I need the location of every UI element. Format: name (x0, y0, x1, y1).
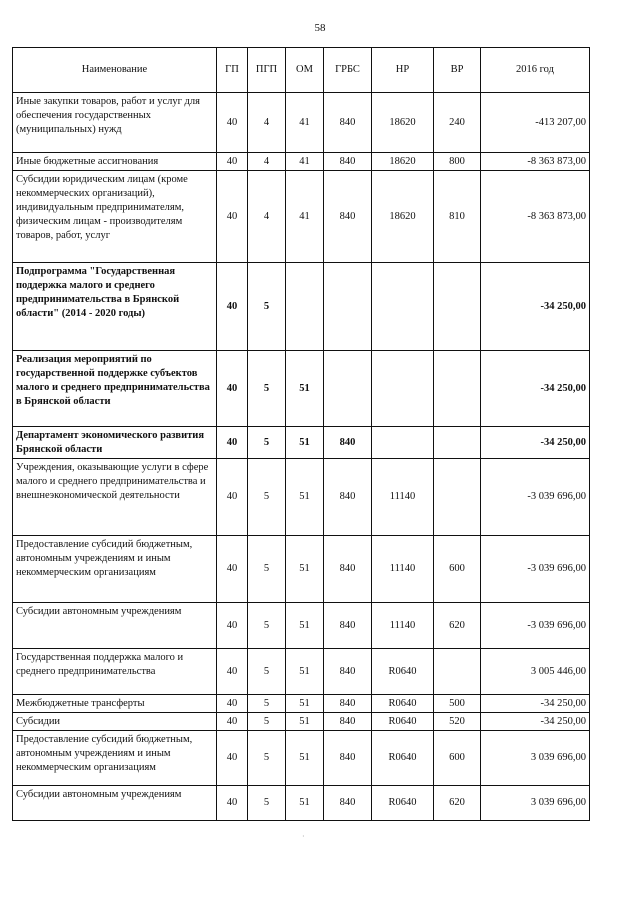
row-amount: -34 250,00 (481, 263, 590, 351)
row-vr: 810 (434, 171, 481, 263)
table-row (13, 713, 590, 731)
table-header-row (13, 48, 590, 93)
row-grbs: 840 (324, 649, 372, 695)
row-np (372, 427, 434, 459)
row-ppgp: 5 (248, 427, 286, 459)
row-np: R0640 (372, 786, 434, 821)
row-np (372, 263, 434, 351)
row-gp: 40 (217, 786, 248, 821)
row-name: Иные закупки товаров, работ и услуг для обеспечения государственных (муниципальных) нужд (13, 93, 217, 153)
table-row (13, 171, 590, 263)
row-grbs: 840 (324, 713, 372, 731)
table-row (13, 786, 590, 821)
header-om: ОМ (286, 48, 324, 93)
row-name: Субсидии автономным учреждениям (13, 786, 217, 821)
row-om: 51 (286, 427, 324, 459)
header-year: 2016 год (481, 48, 590, 93)
table-row (13, 263, 590, 351)
row-amount: 3 039 696,00 (481, 731, 590, 786)
row-gp: 40 (217, 153, 248, 171)
row-gp: 40 (217, 93, 248, 153)
row-om: 51 (286, 603, 324, 649)
row-name: Предоставление субсидий бюджетным, автономным учреждениям и иным некоммерческим организациям (13, 536, 217, 603)
table-row (13, 427, 590, 459)
row-np: 11140 (372, 536, 434, 603)
row-name: Реализация мероприятий по государственной поддержке субъектов малого и среднего предпринимательства в Брянской области (13, 351, 217, 427)
row-vr (434, 649, 481, 695)
row-ppgp: 5 (248, 695, 286, 713)
row-gp: 40 (217, 263, 248, 351)
row-gp: 40 (217, 603, 248, 649)
row-amount: -413 207,00 (481, 93, 590, 153)
table-row (13, 459, 590, 536)
row-gp: 40 (217, 171, 248, 263)
row-gp: 40 (217, 351, 248, 427)
row-ppgp: 5 (248, 603, 286, 649)
table-row (13, 93, 590, 153)
row-ppgp: 4 (248, 171, 286, 263)
row-ppgp: 5 (248, 536, 286, 603)
row-name: Межбюджетные трансферты (13, 695, 217, 713)
row-grbs: 840 (324, 603, 372, 649)
page-number: 58 (314, 22, 326, 34)
row-name: Предоставление субсидий бюджетным, автономным учреждениям и иным некоммерческим организациям (13, 731, 217, 786)
row-name: Учреждения, оказывающие услуги в сфере малого и среднего предпринимательства и внешнеэкономической деятельности (13, 459, 217, 536)
row-amount: -3 039 696,00 (481, 603, 590, 649)
row-np: 18620 (372, 93, 434, 153)
row-np: R0640 (372, 695, 434, 713)
row-om: 51 (286, 731, 324, 786)
row-amount: -3 039 696,00 (481, 459, 590, 536)
row-ppgp: 5 (248, 649, 286, 695)
row-vr (434, 351, 481, 427)
row-om: 51 (286, 695, 324, 713)
row-ppgp: 5 (248, 351, 286, 427)
row-vr: 620 (434, 603, 481, 649)
row-np: 11140 (372, 603, 434, 649)
row-gp: 40 (217, 427, 248, 459)
row-vr: 500 (434, 695, 481, 713)
stray-mark: · (302, 832, 305, 841)
row-om: 41 (286, 153, 324, 171)
row-ppgp: 5 (248, 731, 286, 786)
row-np (372, 351, 434, 427)
row-grbs: 840 (324, 459, 372, 536)
row-vr: 620 (434, 786, 481, 821)
table-row (13, 695, 590, 713)
row-gp: 40 (217, 649, 248, 695)
row-ppgp: 5 (248, 459, 286, 536)
row-grbs: 840 (324, 731, 372, 786)
row-om: 51 (286, 536, 324, 603)
table-row (13, 536, 590, 603)
row-vr (434, 427, 481, 459)
table-body (13, 93, 590, 821)
row-vr: 240 (434, 93, 481, 153)
row-grbs: 840 (324, 536, 372, 603)
table-row (13, 649, 590, 695)
row-om: 51 (286, 713, 324, 731)
row-amount: -34 250,00 (481, 713, 590, 731)
row-amount: -8 363 873,00 (481, 153, 590, 171)
row-ppgp: 5 (248, 263, 286, 351)
row-gp: 40 (217, 731, 248, 786)
row-ppgp: 5 (248, 713, 286, 731)
row-name: Департамент экономического развития Брянской области (13, 427, 217, 459)
row-gp: 40 (217, 713, 248, 731)
row-vr: 600 (434, 731, 481, 786)
row-om: 41 (286, 93, 324, 153)
row-amount: -34 250,00 (481, 427, 590, 459)
row-name: Субсидии (13, 713, 217, 731)
row-om: 51 (286, 459, 324, 536)
row-name: Государственная поддержка малого и среднего предпринимательства (13, 649, 217, 695)
row-grbs: 840 (324, 695, 372, 713)
table-row (13, 153, 590, 171)
row-np: 18620 (372, 153, 434, 171)
row-grbs (324, 263, 372, 351)
row-gp: 40 (217, 536, 248, 603)
table-row (13, 603, 590, 649)
row-amount: -8 363 873,00 (481, 171, 590, 263)
row-name: Подпрограмма "Государственная поддержка малого и среднего предпринимательства в Брянской области" (2014 - 2020 годы) (13, 263, 217, 351)
row-amount: -3 039 696,00 (481, 536, 590, 603)
table-row (13, 351, 590, 427)
header-name: Наименование (13, 48, 217, 93)
row-vr (434, 263, 481, 351)
row-np: R0640 (372, 731, 434, 786)
row-amount: 3 005 446,00 (481, 649, 590, 695)
row-om: 51 (286, 649, 324, 695)
row-om: 51 (286, 351, 324, 427)
row-amount: -34 250,00 (481, 351, 590, 427)
row-np: 18620 (372, 171, 434, 263)
row-ppgp: 5 (248, 786, 286, 821)
row-vr: 800 (434, 153, 481, 171)
row-om: 41 (286, 171, 324, 263)
row-np: R0640 (372, 713, 434, 731)
row-gp: 40 (217, 695, 248, 713)
row-vr (434, 459, 481, 536)
row-amount: -34 250,00 (481, 695, 590, 713)
row-name: Субсидии автономным учреждениям (13, 603, 217, 649)
row-om (286, 263, 324, 351)
row-grbs: 840 (324, 786, 372, 821)
row-ppgp: 4 (248, 93, 286, 153)
row-gp: 40 (217, 459, 248, 536)
row-grbs: 840 (324, 153, 372, 171)
row-np: 11140 (372, 459, 434, 536)
row-name: Иные бюджетные ассигнования (13, 153, 217, 171)
table-row (13, 731, 590, 786)
header-gp: ГП (217, 48, 248, 93)
row-amount: 3 039 696,00 (481, 786, 590, 821)
header-np: НР (372, 48, 434, 93)
header-vr: ВР (434, 48, 481, 93)
header-ppgp: ПГП (248, 48, 286, 93)
row-np: R0640 (372, 649, 434, 695)
row-vr: 520 (434, 713, 481, 731)
row-grbs: 840 (324, 93, 372, 153)
header-grbs: ГРБС (324, 48, 372, 93)
row-om: 51 (286, 786, 324, 821)
row-name: Субсидии юридическим лицам (кроме некоммерческих организаций), индивидуальным предпринимателям, физическим лицам - производителям товаров, работ, услуг (13, 171, 217, 263)
row-ppgp: 4 (248, 153, 286, 171)
row-grbs: 840 (324, 427, 372, 459)
row-grbs (324, 351, 372, 427)
budget-table (12, 47, 590, 821)
row-grbs: 840 (324, 171, 372, 263)
row-vr: 600 (434, 536, 481, 603)
